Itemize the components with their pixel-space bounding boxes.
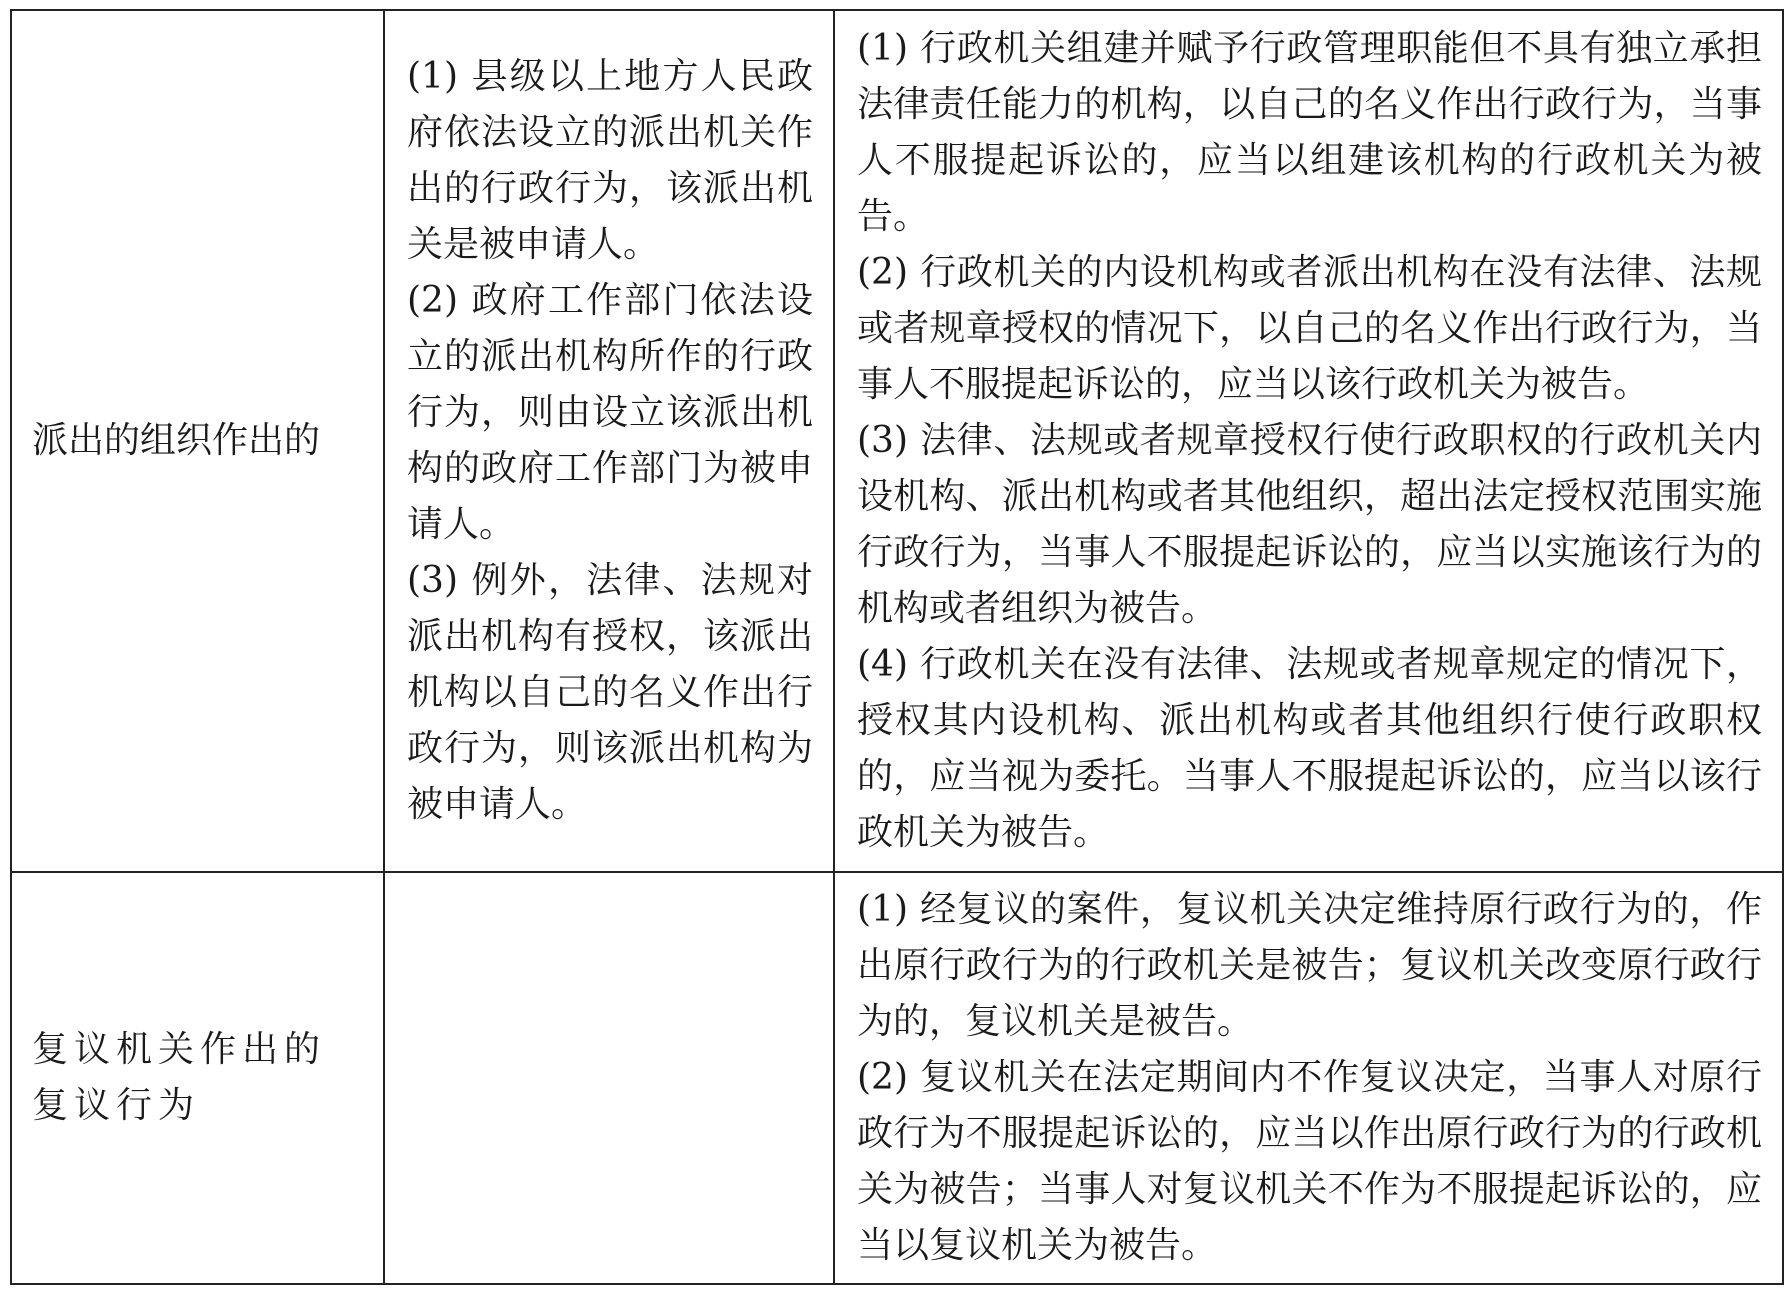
defendant-item: (2) 复议机关在法定期间内不作复议决定，当事人对原行政行为不服提起诉讼的，应当以作出原行政行为的行政机关为被告；当事人对复议机关不作为不服提起诉讼的，应当以复议机关为被告。 [857,1057,1762,1266]
respondent-item: (3) 例外，法律、法规对派出机构有授权，该派出机构以自己的名义作出行政行为，则该派出机构为被申请人。 [407,560,813,825]
defendant-cell [834,10,1783,872]
table-row [11,10,1783,872]
defendant-item: (4) 行政机关在没有法律、法规或者规章规定的情况下，授权其内设机构、派出机构或者其他组织行使行政职权的，应当视为委托。当事人不服提起诉讼的，应当以该行政机关为被告。 [857,644,1762,853]
respondent-cell [384,872,834,1284]
comparison-table [10,9,1784,1285]
subject-text: 派出的组织作出的 [32,420,321,461]
table-row [11,872,1783,1284]
respondent-item: (1) 县级以上地方人民政府依法设立的派出机关作出的行政行为，该派出机关是被申请人。 [407,56,813,265]
respondent-cell [384,10,834,872]
defendant-item: (1) 经复议的案件，复议机关决定维持原行政行为的，作出原行政行为的行政机关是被告；复议机关改变原行政行为的，复议机关是被告。 [857,889,1762,1042]
subject-text: 复议机关作出的复议行为 [32,1029,327,1126]
respondent-item: (2) 政府工作部门依法设立的派出机构所作的行政行为，则由设立该派出机构的政府工作部门为被申请人。 [407,280,813,545]
defendant-item: (1) 行政机关组建并赋予行政管理职能但不具有独立承担法律责任能力的机构，以自己的名义作出行政行为，当事人不服提起诉讼的，应当以组建该机构的行政机关为被告。 [857,28,1762,237]
defendant-cell [834,872,1783,1284]
subject-cell [11,10,384,872]
defendant-item: (2) 行政机关的内设机构或者派出机构在没有法律、法规或者规章授权的情况下，以自己的名义作出行政行为，当事人不服提起诉讼的，应当以该行政机关为被告。 [857,252,1762,405]
subject-cell [11,872,384,1284]
defendant-item: (3) 法律、法规或者规章授权行使行政职权的行政机关内设机构、派出机构或者其他组织，超出法定授权范围实施行政行为，当事人不服提起诉讼的，应当以实施该行为的机构或者组织为被告。 [857,420,1762,629]
